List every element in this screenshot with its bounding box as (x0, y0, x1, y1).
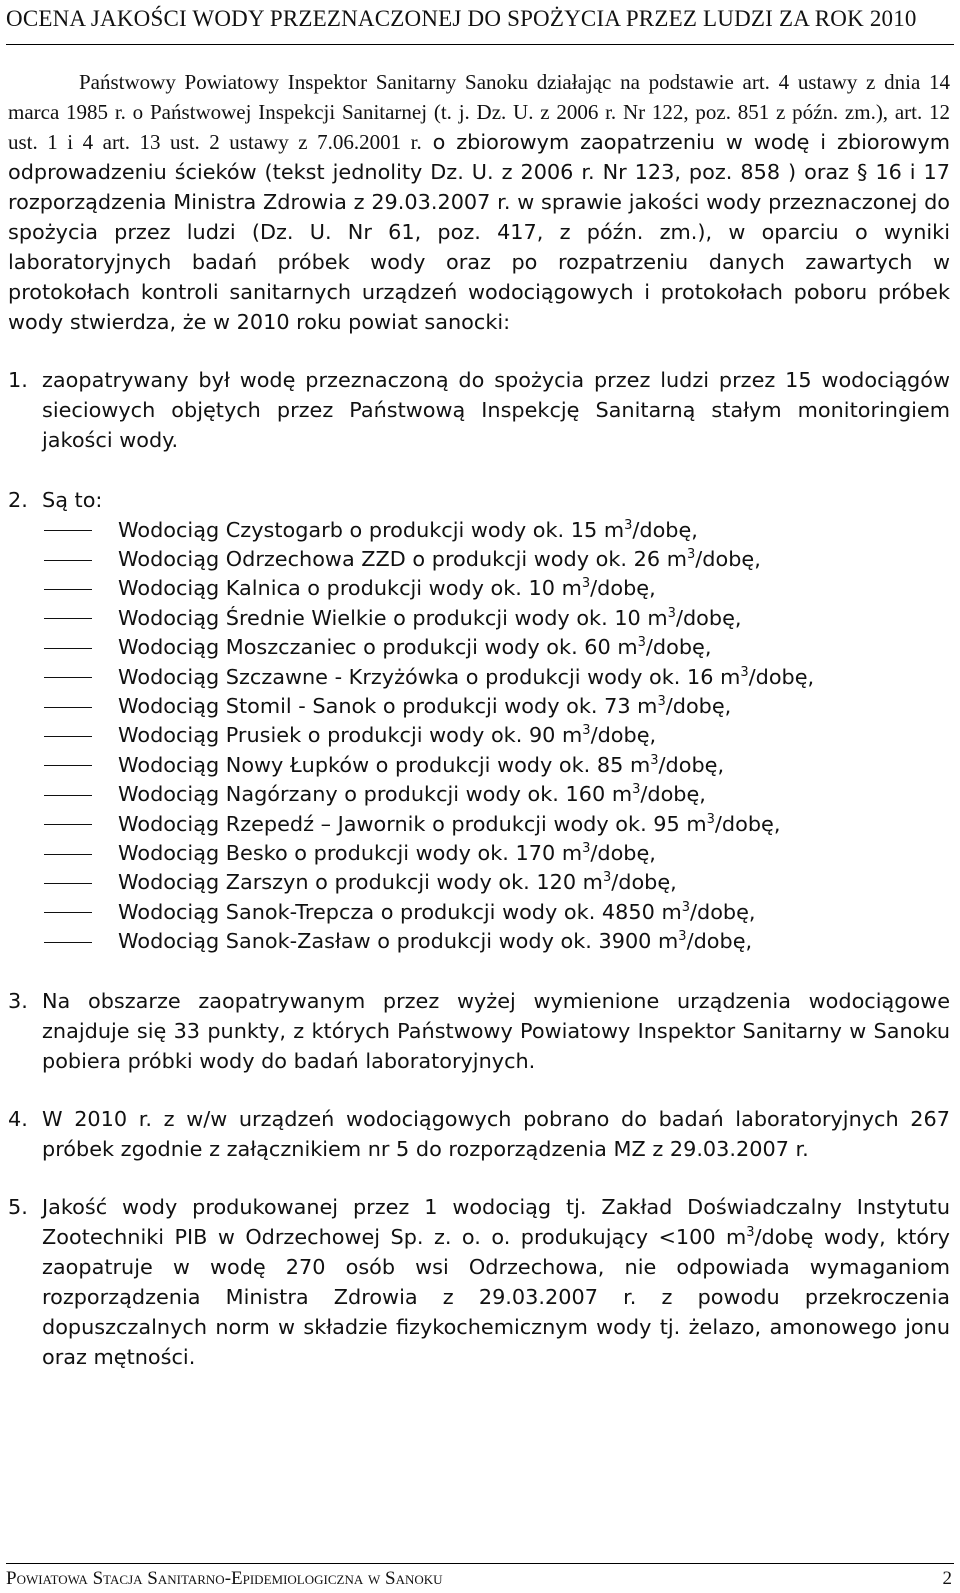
page-footer (6, 1563, 954, 1590)
intro-sans-text: o zbiorowym zaopatrzeniu w wodę i zbiorowym odprowadzeniu ścieków (tekst jednolity Dz. U. z 2006 r. Nr 123, poz. 858 ) oraz § 16 i 17 rozporządzenia Ministra Zdrowia z 29.03.2007 r. w sprawie jakości wody przeznaczonej do spożycia przez ludzi (Dz. U. Nr 61, poz. 417, z późn. zm.), w oparciu o wyniki laboratoryjnych badań próbek wody oraz po rozpatrzeniu danych zawartych w protokołach kontroli sanitarnych urządzeń wodociągowych i protokołach poboru próbek wody stwierdza, że w 2010 roku powiat sanocki: (8, 130, 950, 334)
unit-superscript: 3 (602, 870, 612, 886)
waterworks-item (8, 809, 950, 838)
waterworks-name: Wodociąg Nowy Łupków o produkcji wody ok. 85 m (118, 752, 651, 777)
waterworks-name: Wodociąg Nagórzany o produkcji wody ok. 160 m (118, 782, 633, 807)
waterworks-name: Wodociąg Średnie Wielkie o produkcji wody ok. 10 m (118, 605, 668, 630)
waterworks-name: Wodociąg Kalnica o produkcji wody ok. 10 m (118, 576, 582, 601)
unit-tail: /dobę, (695, 547, 761, 572)
waterworks-text (118, 515, 698, 545)
title-initial: O (6, 6, 23, 31)
waterworks-item (8, 780, 950, 809)
point-text: Na obszarze zaopatrywanym przez wyżej wymienione urządzenia wodociągowe znajduje się 33 punkty, z których Państwowy Powiatowy Inspektor Sanitarny w Sanoku pobiera próbki wody do badań laboratoryjnych. (42, 988, 950, 1073)
point-1 (8, 365, 950, 455)
waterworks-text (118, 809, 780, 839)
waterworks-text (118, 838, 656, 868)
waterworks-text (118, 573, 656, 603)
waterworks-item (8, 897, 950, 926)
unit-tail: /dobę, (658, 752, 725, 777)
waterworks-item (8, 662, 950, 691)
unit-superscript: 3 (650, 752, 659, 768)
unit-superscript: 3 (582, 841, 591, 857)
unit-superscript: 3 (632, 782, 641, 798)
waterworks-item (8, 574, 950, 603)
waterworks-item (8, 721, 950, 750)
unit-tail: /dobę, (611, 870, 677, 895)
point-number: 4. (8, 1106, 28, 1131)
unit-superscript: 3 (678, 929, 687, 945)
dash-bullet (8, 867, 118, 897)
dash-bullet (8, 603, 118, 633)
point-number: 3. (8, 988, 28, 1013)
unit-tail: /dobę, (590, 841, 656, 865)
dash-bullet (8, 926, 118, 956)
unit-superscript: 3 (681, 899, 690, 915)
page-header (6, 6, 954, 45)
dash-bullet (8, 779, 118, 809)
document-title (6, 6, 954, 32)
waterworks-list (8, 515, 950, 956)
waterworks-item (8, 691, 950, 720)
waterworks-item (8, 868, 950, 897)
waterworks-text (118, 779, 706, 809)
unit-tail: /dobę, (590, 723, 657, 748)
waterworks-text (118, 897, 756, 927)
point-number: 2. (8, 488, 28, 512)
dash-bullet (8, 662, 118, 692)
waterworks-name: Wodociąg Sanok-Zasław o produkcji wody ok. 3900 m (118, 929, 679, 954)
point-5-text-a: Jakość wody produkowanej przez 1 wodociąg tj. Zakład Doświadczalny Instytutu Zootechniki PIB w Odrzechowej Sp. z. o. o. produkujący <100 m (42, 1194, 950, 1249)
point-3 (8, 986, 950, 1076)
waterworks-item (8, 515, 950, 544)
waterworks-item (8, 750, 950, 779)
unit-tail: /dobę, (640, 782, 706, 807)
unit-superscript: 3 (706, 811, 715, 827)
unit-superscript: 3 (686, 547, 696, 563)
waterworks-item (8, 926, 950, 955)
intro-paragraph (8, 67, 950, 337)
unit-tail: /dobę, (645, 635, 712, 660)
point-number: 5. (8, 1194, 28, 1219)
point-text: zaopatrywany był wodę przeznaczoną do spożycia przez ludzi przez 15 wodociągów sieciowych objętych przez Państwową Inspekcję Sanitarną stałym monitoringiem jakości wody. (42, 368, 950, 452)
document-body (8, 67, 950, 1372)
dash-bullet (8, 515, 118, 545)
point-text: Są to: (42, 488, 103, 512)
point-4 (8, 1104, 950, 1164)
waterworks-name: Wodociąg Czystogarb o produkcji wody ok. 15 m (118, 517, 625, 542)
waterworks-name: Wodociąg Stomil - Sanok o produkcji wody ok. 73 m (118, 694, 658, 719)
waterworks-name: Wodociąg Sanok-Trepcza o produkcji wody ok. 4850 m (118, 899, 682, 924)
point-5-sup: 3 (746, 1224, 755, 1240)
dash-bullet (8, 809, 118, 839)
unit-superscript: 3 (582, 723, 591, 739)
footer-institution: Powiatowa Stacja Sanitarno-Epidemiologiczna w Sanoku (6, 1568, 443, 1589)
waterworks-item (8, 633, 950, 662)
waterworks-text (118, 632, 711, 662)
waterworks-name: Wodociąg Zarszyn o produkcji wody ok. 120 m (118, 870, 603, 895)
unit-tail: /dobę, (748, 664, 815, 689)
unit-tail: /dobę, (590, 576, 656, 601)
unit-tail: /dobę, (690, 899, 756, 924)
unit-superscript: 3 (624, 517, 633, 533)
unit-tail: /dobę, (714, 811, 781, 836)
dash-bullet (8, 897, 118, 927)
point-5-text-b: /dobę wody, który zaopatruje w wodę 270 osób wsi Odrzechowa, nie odpowiada wymaganiom rozporządzenia Ministra Zdrowia z 29.03.2007 r. z powodu przekroczenia dopuszczalnych norm w składzie fizykochemicznym wody tj. żelazo, amonowego jonu oraz mętności. (42, 1224, 950, 1369)
intro-serif-text: Państwowy Powiatowy Inspektor Sanitarny Sanoku działając na podstawie art. 4 ustawy z dnia 14 marca 1985 r. o Państwowej Inspekcji Sanitarnej (t. j. Dz. U. z 2006 r. Nr 122, poz. 851 z późn. zm.), art. 12 ust. 1 i 4 art. 13 ust. 2 ustawy z 7.06.2001 r. (8, 70, 950, 154)
waterworks-name: Wodociąg Besko o produkcji wody ok. 170 m (118, 841, 583, 865)
point-5 (8, 1192, 950, 1372)
waterworks-item (8, 838, 950, 867)
waterworks-text (118, 544, 761, 574)
unit-tail: /dobę, (665, 694, 732, 719)
waterworks-text (118, 662, 814, 692)
dash-bullet (8, 573, 118, 603)
point-text: W 2010 r. z w/w urządzeń wodociągowych pobrano do badań laboratoryjnych 267 próbek zgodnie z załącznikiem nr 5 do rozporządzenia MZ z 29.03.2007 r. (42, 1106, 950, 1161)
title-smallcaps: CENA JAKOŚCI WODY PRZEZNACZONEJ DO SPOŻYCIA PRZEZ LUDZI ZA ROK (22, 6, 870, 31)
waterworks-text (118, 867, 677, 897)
unit-superscript: 3 (581, 576, 591, 592)
waterworks-item (8, 603, 950, 632)
waterworks-text (118, 603, 741, 633)
waterworks-text (118, 691, 731, 721)
waterworks-name: Wodociąg Odrzechowa ZZD o produkcji wody ok. 26 m (118, 547, 687, 572)
unit-superscript: 3 (740, 664, 749, 680)
dash-bullet (8, 632, 118, 662)
waterworks-text (118, 926, 752, 956)
unit-tail: /dobę, (632, 517, 698, 542)
dash-bullet (8, 691, 118, 721)
point-number: 1. (8, 368, 28, 392)
waterworks-text (118, 750, 724, 780)
waterworks-name: Wodociąg Rzepedź – Jawornik o produkcji wody ok. 95 m (118, 811, 707, 836)
point-2 (8, 485, 950, 515)
dash-bullet (8, 720, 118, 750)
waterworks-name: Wodociąg Moszczaniec o produkcji wody ok. 60 m (118, 635, 638, 660)
dash-bullet (8, 544, 118, 574)
page-number: 2 (942, 1568, 952, 1589)
waterworks-name: Wodociąg Szczawne - Krzyżówka o produkcji wody ok. 16 m (118, 664, 741, 689)
waterworks-item (8, 544, 950, 573)
unit-superscript: 3 (667, 605, 676, 621)
point-text (42, 1192, 950, 1372)
waterworks-text (118, 720, 656, 750)
unit-tail: /dobę, (675, 605, 742, 630)
dash-bullet (8, 838, 118, 868)
waterworks-name: Wodociąg Prusiek o produkcji wody ok. 90 m (118, 723, 583, 748)
dash-bullet (8, 750, 118, 780)
title-year: 2010 (869, 6, 917, 31)
unit-tail: /dobę, (686, 929, 753, 954)
unit-superscript: 3 (657, 694, 666, 710)
unit-superscript: 3 (637, 635, 646, 651)
